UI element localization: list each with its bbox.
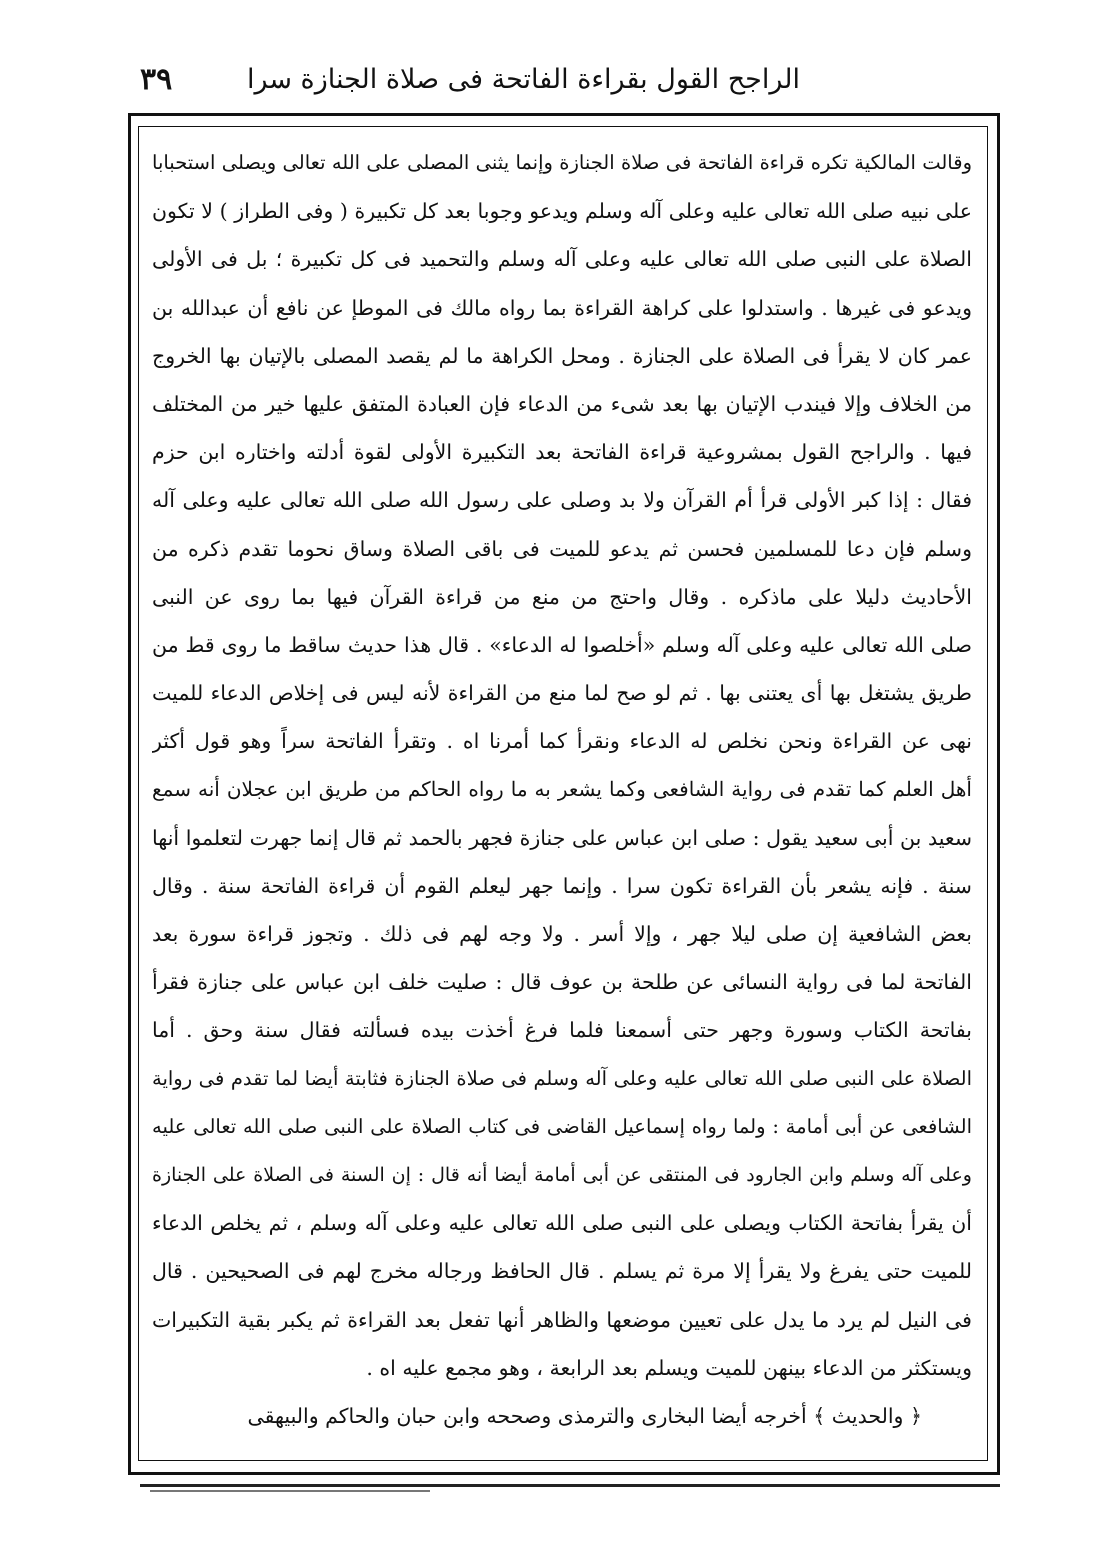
- text-line: أهل العلم كما تقدم فى رواية الشافعى وكما يشعر به ما رواه الحاكم من طريق ابن عجلان أنه سمع: [152, 777, 972, 802]
- bottom-rule: [140, 1484, 1000, 1487]
- text-line: فقال : إذا كبر الأولى قرأ أم القرآن ولا بد وصلى على رسول الله صلى الله تعالى عليه وعلى آله: [152, 488, 972, 513]
- body-text: [152, 139, 972, 1440]
- text-line: الصلاة على النبى صلى الله تعالى عليه وعلى آله وسلم فى صلاة الجنازة فثابتة أيضا لما تقدم فى رواية: [152, 1066, 972, 1090]
- bottom-rule-secondary: [150, 1490, 430, 1492]
- text-line: بعض الشافعية إن صلى ليلا جهر ، وإلا أسر . ولا وجه لهم فى ذلك . وتجوز قراءة سورة بعد: [152, 922, 972, 946]
- text-line: ويدعو فى غيرها . واستدلوا على كراهة القراءة بما رواه مالك فى الموطإ عن نافع أن عبدالله بن: [152, 295, 972, 320]
- text-line: وعلى آله وسلم وابن الجارود فى المنتقى عن أبى أمامة أيضا أنه قال : إن السنة فى الصلاة على الجنازة: [152, 1163, 972, 1186]
- text-line: ﴿ والحديث ﴾ أخرجه أيضا البخارى والترمذى وصححه وابن حبان والحاكم والبيهقى: [247, 1403, 922, 1428]
- text-line: سعيد بن أبى سعيد يقول : صلى ابن عباس على جنازة فجهر بالحمد ثم قال إنما جهرت لتعلموا أنها: [152, 825, 972, 850]
- text-line: نهى عن القراءة ونحن نخلص له الدعاء ونقرأ كما أمرنا اه . وتقرأ الفاتحة سراً وهو قول أكثر: [152, 729, 972, 754]
- text-line: الأحاديث دليلا على ماذكره . وقال واحتج من منع من قراءة القرآن فيها بما روى عن النبى: [152, 584, 972, 609]
- text-line: طريق يشتغل بها أى يعتنى بها . ثم لو صح لما منع من القراءة لأنه ليس فى إخلاص الدعاء للميت: [152, 681, 972, 706]
- text-line: الصلاة على النبى صلى الله تعالى عليه وعلى آله وسلم والتحميد فى كل تكبيرة ؛ بل فى الأولى: [152, 247, 972, 272]
- text-line: بفاتحة الكتاب وسورة وجهر حتى أسمعنا فلما فرغ أخذت بيده فسألته فقال سنة وحق . أما: [152, 1018, 972, 1043]
- text-line: سنة . فإنه يشعر بأن القراءة تكون سرا . وإنما جهر ليعلم القوم أن قراءة الفاتحة سنة . وقال: [152, 873, 972, 898]
- running-title: الراجح القول بقراءة الفاتحة فى صلاة الجنازة سرا: [246, 64, 800, 95]
- text-line: الشافعى عن أبى أمامة : ولما رواه إسماعيل القاضى فى كتاب الصلاة على النبى صلى الله تعالى عليه: [152, 1114, 972, 1138]
- text-line: عمر كان لا يقرأ فى الصلاة على الجنازة . ومحل الكراهة ما لم يقصد المصلى بالإتيان بها الخروج: [152, 343, 972, 368]
- text-line: للميت حتى يفرغ ولا يقرأ إلا مرة ثم يسلم . قال الحافظ ورجاله مخرج لهم فى الصحيحين . قال: [152, 1259, 972, 1284]
- text-line: صلى الله تعالى عليه وعلى آله وسلم «أخلصوا له الدعاء» . قال هذا حديث ساقط ما روى قط من: [152, 632, 972, 657]
- text-line: أن يقرأ بفاتحة الكتاب ويصلى على النبى صلى الله تعالى عليه وعلى آله وسلم ، ثم يخلص الدعاء: [152, 1211, 972, 1236]
- page-header: [140, 56, 800, 106]
- text-line: وقالت المالكية تكره قراءة الفاتحة فى صلاة الجنازة وإنما يثنى المصلى على الله تعالى ويصلى استحبابا: [152, 151, 972, 174]
- text-line: وسلم فإن دعا للمسلمين فحسن ثم يدعو للميت فى باقى الصلاة وساق نحوما تقدم ذكره من: [152, 536, 972, 561]
- text-line: من الخلاف وإلا فيندب الإتيان بها بعد شىء من الدعاء فإن العبادة المتفق عليها خير من المختلف: [152, 391, 972, 416]
- page-number: ٣٩: [140, 62, 173, 97]
- text-line: ويستكثر من الدعاء بينهن للميت ويسلم بعد الرابعة ، وهو مجمع عليه اه .: [366, 1355, 972, 1380]
- text-line: الفاتحة لما فى رواية النسائى عن طلحة بن عوف قال : صليت خلف ابن عباس على جنازة فقرأ: [152, 970, 972, 995]
- text-line: على نبيه صلى الله تعالى عليه وعلى آله وسلم ويدعو وجوبا بعد كل تكبيرة ( وفى الطراز ) لا تكون: [152, 199, 972, 224]
- text-line: فى النيل لم يرد ما يدل على تعيين موضعها والظاهر أنها تفعل بعد القراءة ثم يكبر بقية التكبيرات: [152, 1307, 972, 1332]
- text-line: فيها . والراجح القول بمشروعية قراءة الفاتحة بعد التكبيرة الأولى لقوة أدلته واختاره ابن حزم: [152, 440, 972, 465]
